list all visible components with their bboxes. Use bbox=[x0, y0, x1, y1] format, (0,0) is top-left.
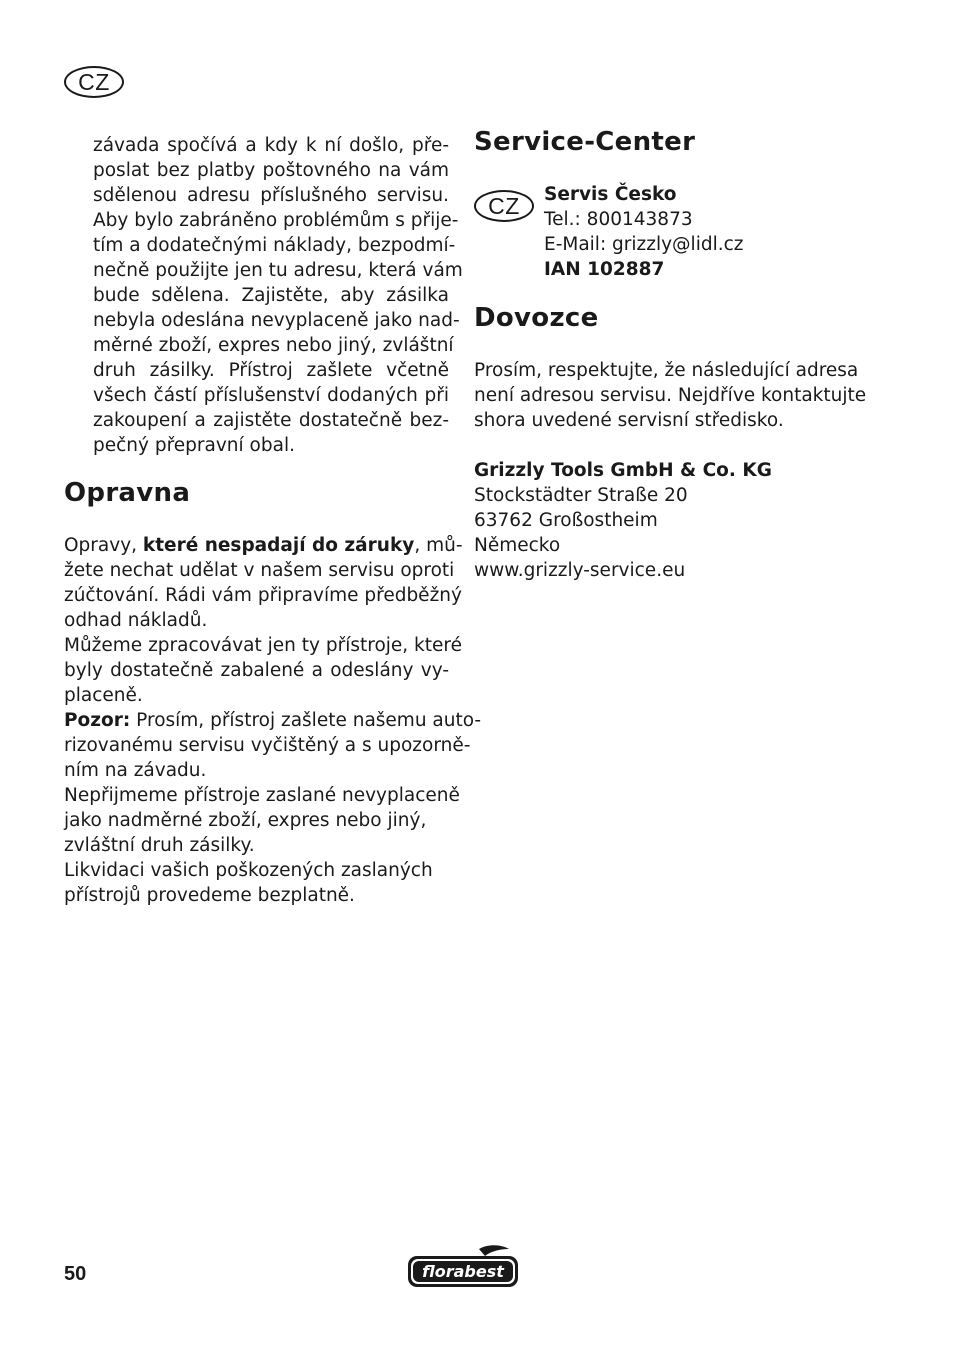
text-line: nebyla odeslána nevyplaceně jako nad- bbox=[93, 310, 460, 331]
text-line: Nepřijmeme přístroje zaslané nevyplaceně bbox=[64, 785, 460, 806]
text-line: odhad nákladů. bbox=[64, 610, 208, 631]
service-language-badge: CZ bbox=[474, 190, 534, 222]
ian-number: IAN 102887 bbox=[544, 259, 665, 280]
text-line: sdělenou adresu příslušného servisu. bbox=[93, 185, 449, 206]
text-line: Likvidaci vašich poškozených zaslaných bbox=[64, 860, 433, 881]
text-line bbox=[64, 708, 482, 733]
street: Stockstädter Straße 20 bbox=[474, 485, 688, 506]
text-line: tím a dodatečnými náklady, bezpodmí- bbox=[93, 235, 456, 256]
text-line: druh zásilky. Přístroj zašlete včetně bbox=[93, 360, 449, 381]
text-line: všech částí příslušenství dodaných při bbox=[93, 385, 449, 406]
text-line: Prosím, respektujte, že následující adresa bbox=[474, 360, 859, 381]
text-line: přístrojů provedeme bezplatně. bbox=[64, 885, 355, 906]
florabest-logo bbox=[405, 1243, 521, 1291]
text-run-bold: které nespadají do záruky bbox=[142, 535, 415, 556]
text-line: měrné zboží, expres nebo jiný, zvláštní bbox=[93, 335, 454, 356]
text-line: jako nadměrné zboží, expres nebo jiný, bbox=[64, 810, 427, 831]
company-name: Grizzly Tools GmbH & Co. KG bbox=[474, 460, 772, 481]
text-line: závada spočívá a kdy k ní došlo, pře- bbox=[93, 135, 449, 156]
text-line: zakoupení a zajistěte dostatečně bez- bbox=[93, 410, 449, 431]
opravna-heading: Opravna bbox=[64, 478, 191, 508]
text-run-bold: Pozor: bbox=[64, 710, 131, 731]
text-line: nečně použijte jen tu adresu, která vám bbox=[93, 260, 463, 281]
text-line: pečný přepravní obal. bbox=[93, 435, 295, 456]
text-run: Prosím, přístroj zašlete našemu auto- bbox=[130, 710, 482, 731]
service-contact bbox=[544, 182, 844, 282]
text-line: Aby bylo zabráněno problémům s přije- bbox=[93, 210, 459, 231]
opravna-text bbox=[64, 533, 482, 908]
warranty-continuation-text bbox=[93, 133, 463, 458]
page-number: 50 bbox=[64, 1263, 87, 1285]
svg-text:florabest: florabest bbox=[422, 1262, 504, 1281]
text-line: rizovanému servisu vyčištěný a s upozorně- bbox=[64, 735, 471, 756]
text-run: , mů- bbox=[414, 535, 463, 556]
text-line: shora uvedené servisní středisko. bbox=[474, 410, 784, 431]
text-run: Opravy, bbox=[64, 535, 143, 556]
text-line: bude sdělena. Zajistěte, aby zásilka bbox=[93, 285, 449, 306]
text-line bbox=[64, 533, 463, 558]
service-name: Servis Česko bbox=[544, 184, 677, 205]
dovozce-heading: Dovozce bbox=[474, 303, 599, 333]
text-line: byly dostatečně zabalené a odeslány vy- bbox=[64, 660, 449, 681]
service-center-heading: Service-Center bbox=[474, 127, 696, 157]
dovozce-note bbox=[474, 358, 867, 433]
text-line: placeně. bbox=[64, 685, 143, 706]
service-phone: Tel.: 800143873 bbox=[544, 209, 693, 230]
text-line: Můžeme zpracovávat jen ty přístroje, které bbox=[64, 635, 462, 656]
city: 63762 Großostheim bbox=[474, 510, 658, 531]
text-line: zúčtování. Rádi vám připravíme předběžný bbox=[64, 585, 462, 606]
importer-address bbox=[474, 458, 854, 583]
text-line: ním na závadu. bbox=[64, 760, 207, 781]
text-line: zvláštní druh zásilky. bbox=[64, 835, 255, 856]
country: Německo bbox=[474, 535, 561, 556]
text-line: není adresou servisu. Nejdříve kontaktujte bbox=[474, 385, 867, 406]
text-line: žete nechat udělat v našem servisu oproti bbox=[64, 560, 455, 581]
service-email: E-Mail: grizzly@lidl.cz bbox=[544, 234, 744, 255]
language-badge: CZ bbox=[64, 66, 124, 98]
website: www.grizzly-service.eu bbox=[474, 560, 686, 581]
text-line: poslat bez platby poštovného na vám bbox=[93, 160, 449, 181]
